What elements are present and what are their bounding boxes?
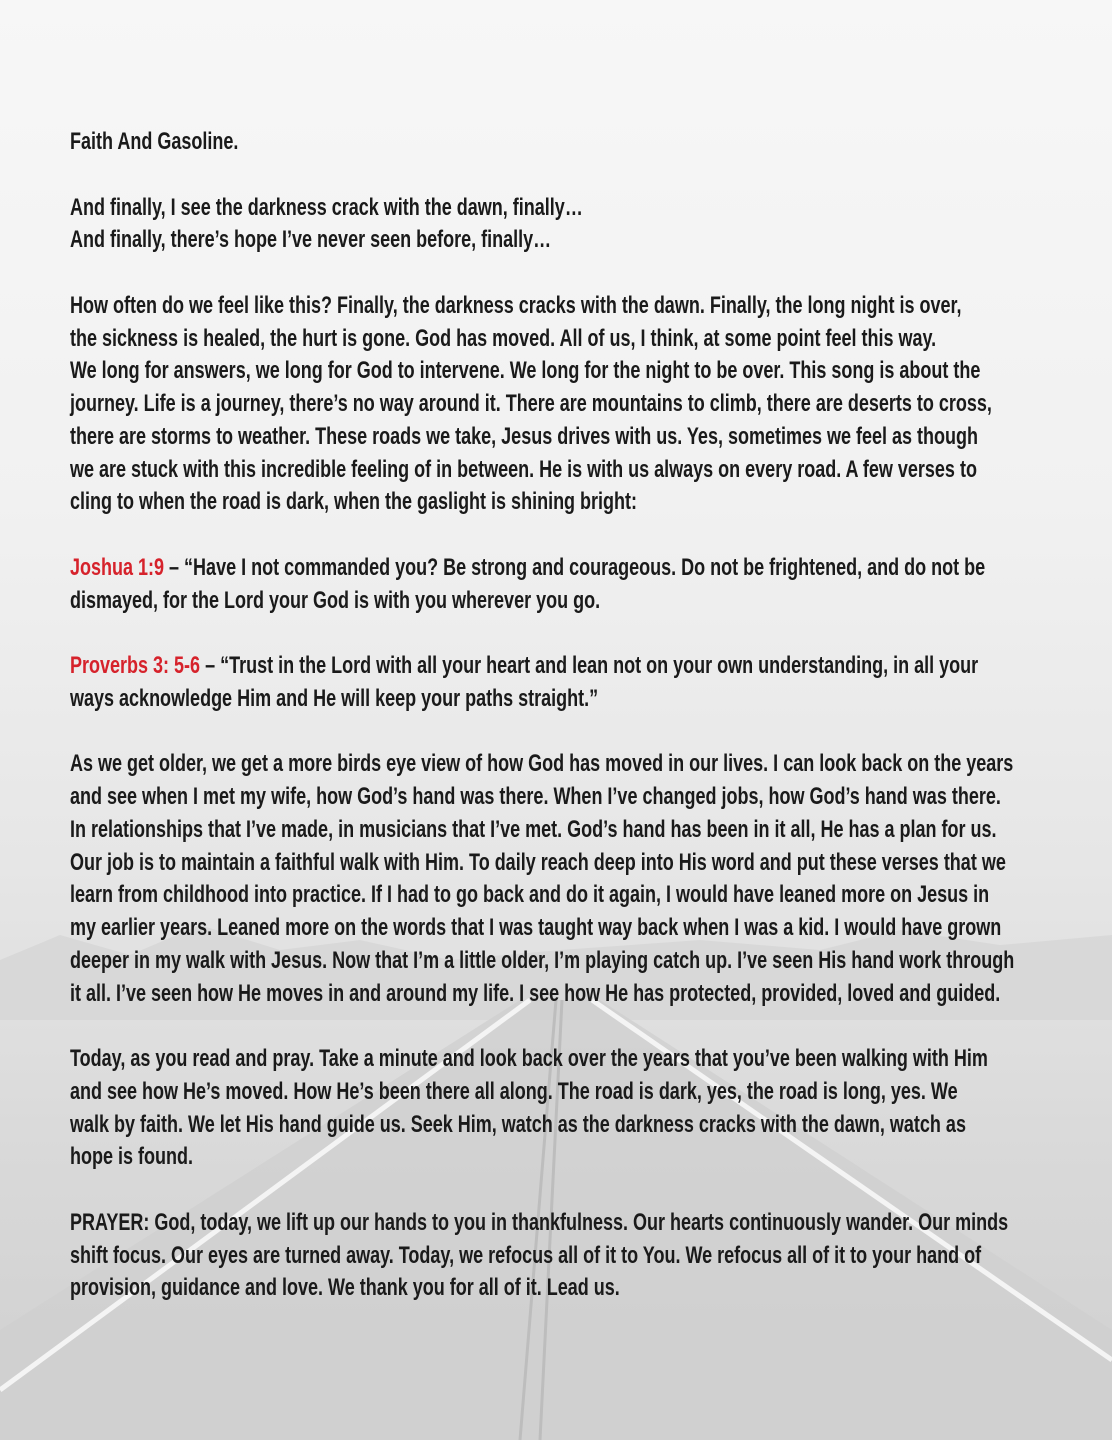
paragraph-line [70, 879, 990, 912]
paragraph-spacer [70, 1010, 850, 1043]
line-text: How often do we feel like this? Finally, the darkness cracks with the dawn. Finally, the long night is over, [70, 291, 962, 319]
scripture-reference: Joshua 1:9 [70, 553, 165, 581]
line-text: deeper in my walk with Jesus. Now that I’m a little older, I’m playing catch up. I’ve seen His hand work through [70, 946, 1015, 974]
paragraph-line [70, 585, 850, 618]
line-text: – “Trust in the Lord with all your heart and lean not on your own understanding, in all your [200, 652, 979, 679]
line-text: ways acknowledge Him and He will keep your paths straight.” [70, 684, 599, 712]
line-text: journey. Life is a journey, there’s no way around it. There are mountains to climb, there are deserts to cross, [70, 390, 992, 417]
devotional-document [70, 126, 1110, 1305]
line-text: walk by faith. We let His hand guide us. Seek Him, watch as the darkness cracks with the dawn, watch as [70, 1110, 966, 1138]
paragraph-line [70, 290, 962, 323]
line-text: Our job is to maintain a faithful walk with Him. To daily reach deep into His word and put these verses that we [70, 848, 1006, 876]
line-text: Today, as you read and pray. Take a minute and look back over the years that you’ve been walking with Him [70, 1045, 988, 1072]
document-title: Faith And Gasoline. [70, 128, 239, 155]
paragraph-line [70, 421, 979, 454]
line-text: As we get older, we get a more birds eye view of how God has moved in our lives. I can look back on the years [70, 750, 1014, 778]
paragraph-line [70, 355, 981, 388]
line-text: learn from childhood into practice. If I had to go back and do it again, I would have leaned more on Jesus in [70, 881, 990, 909]
scripture-reference: Proverbs 3: 5-6 [70, 652, 201, 679]
line-text: we are stuck with this incredible feeling of in between. He is with us always on every road. A few verses to [70, 455, 977, 483]
line-text: – “Have I not commanded you? Be strong and courageous. Do not be frightened, and do not be [164, 553, 986, 581]
paragraph-line [70, 1141, 850, 1174]
paragraph-line [70, 912, 1002, 945]
line-text: there are storms to weather. These roads we take, Jesus drives with us. Yes, sometimes we feel as though [70, 422, 979, 450]
paragraph-line [70, 192, 850, 225]
line-text: it all. I’ve seen how He moves in and around my life. I see how He has protected, provided, loved and guided. [70, 979, 1001, 1007]
paragraph-spacer [70, 617, 850, 650]
paragraph-line [70, 1109, 966, 1142]
line-text: provision, guidance and love. We thank you for all of it. Lead us. [70, 1274, 620, 1302]
paragraph-line [70, 683, 850, 716]
line-text: And finally, I see the darkness crack with the dawn, finally… [70, 193, 583, 221]
paragraph-line [70, 323, 937, 356]
paragraph-line [70, 486, 850, 519]
paragraph-spacer [70, 716, 850, 749]
line-text: dismayed, for the Lord your God is with you wherever you go. [70, 586, 601, 614]
paragraph-line [70, 552, 986, 585]
line-text: We long for answers, we long for God to intervene. We long for the night to be over. This song is about the [70, 357, 981, 385]
paragraph-line [70, 945, 1015, 978]
line-text: And finally, there’s hope I’ve never seen before, finally… [70, 226, 552, 254]
paragraph-line [70, 454, 977, 487]
paragraph-line [70, 650, 979, 683]
line-text: PRAYER: God, today, we lift up our hands to you in thankfulness. Our hearts continuously wander. Our minds [70, 1208, 1009, 1236]
paragraph-line [70, 224, 850, 257]
paragraph-line [70, 1043, 988, 1076]
paragraph-spacer [70, 519, 850, 552]
line-text: cling to when the road is dark, when the gaslight is shining bright: [70, 488, 638, 516]
paragraph-line [70, 1207, 1009, 1240]
paragraph-line [70, 847, 1006, 880]
line-text: shift focus. Our eyes are turned away. Today, we refocus all of it to You. We refocus all of it to your hand of [70, 1241, 982, 1269]
line-text: my earlier years. Leaned more on the words that I was taught way back when I was a kid. I would have grown [70, 914, 1002, 941]
paragraph-spacer [70, 159, 850, 192]
paragraph-line [70, 748, 1014, 781]
line-text: hope is found. [70, 1143, 193, 1171]
line-text: the sickness is healed, the hurt is gone. God has moved. All of us, I think, at some point feel this way. [70, 324, 937, 352]
line-text: In relationships that I’ve made, in musicians that I’ve met. God’s hand has been in it all, He has a plan for us. [70, 815, 997, 843]
paragraph-line [70, 388, 992, 421]
paragraph-line [70, 1240, 982, 1273]
line-text: and see when I met my wife, how God’s hand was there. When I’ve changed jobs, how God’s hand was there. [70, 783, 1001, 810]
paragraph-line [70, 1272, 850, 1305]
line-text: and see how He’s moved. How He’s been there all along. The road is dark, yes, the road is long, yes. We [70, 1077, 958, 1105]
paragraph-spacer [70, 1174, 850, 1207]
paragraph-line [70, 978, 1001, 1011]
paragraph-line [70, 814, 997, 847]
paragraph-line [70, 1076, 958, 1109]
paragraph-spacer [70, 257, 850, 290]
paragraph-line [70, 781, 1001, 814]
